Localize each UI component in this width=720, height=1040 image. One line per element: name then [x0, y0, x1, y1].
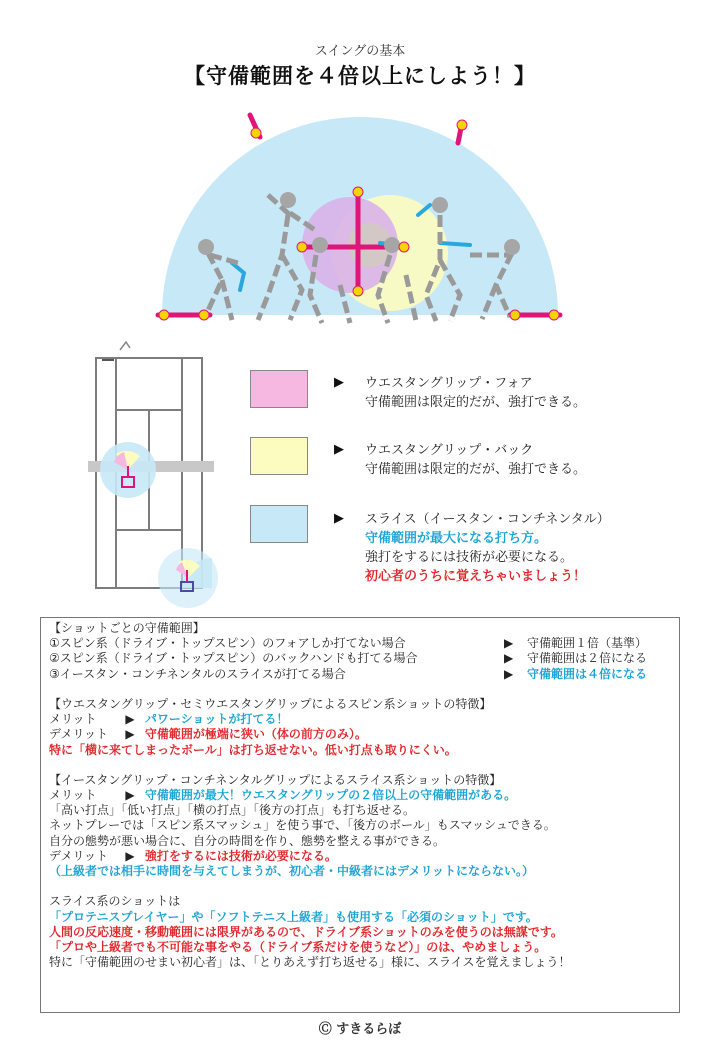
- slice-title: スライス（イースタン・コンチネンタル）: [365, 512, 610, 527]
- demerit-label: デメリット: [49, 848, 109, 863]
- slice-swatch: [250, 505, 308, 543]
- range-row-left: ②スピン系（ドライブ・トップスピン）のバックハンドも打てる場合: [49, 651, 418, 666]
- slice-line1: 守備範囲が最大になる打ち方。: [365, 531, 548, 546]
- copyright: Ⓒ すきるらぼ: [318, 1022, 402, 1037]
- demerit-mark: ▶: [125, 727, 135, 742]
- sec3-merit-row: [49, 788, 671, 803]
- range-row: [49, 651, 671, 666]
- range-row: [49, 636, 671, 651]
- range-row-right: 守備範囲は４倍になる: [527, 666, 648, 681]
- range-row-mark: ▶: [504, 666, 514, 681]
- sec4-heading: スライス系のショットは: [49, 894, 181, 909]
- forehand-desc: 守備範囲は限定的だが、強打できる。: [365, 395, 587, 410]
- range-row-mark: ▶: [504, 651, 514, 666]
- forehand-legend: [365, 374, 586, 412]
- sec2-note: 特に「横に来てしまったボール」は打ち返せない。低い打点も取りにくい。: [49, 742, 457, 757]
- page-title: 【守備範囲を４倍以上にしよう！】: [184, 64, 536, 88]
- court-diagram: [80, 330, 240, 615]
- range-row-left: ③イースタン・コンチネンタルのスライスが打てる場合: [49, 666, 346, 681]
- slice-legend: [365, 510, 610, 586]
- forehand-swatch: [250, 370, 308, 408]
- sec2-merit: パワーショットが打てる！: [144, 712, 289, 727]
- sec2-demerit: 守備範囲が極端に狭い（体の前方のみ）。: [144, 727, 367, 742]
- sec3-line2: 「高い打点」「低い打点」「横の打点」「後方の打点」も打ち返せる。: [49, 803, 416, 818]
- merit-mark: ▶: [125, 712, 135, 727]
- sec3-line4: 自分の態勢が悪い場合に、自分の時間を作り、態勢を整える事ができる。: [49, 833, 446, 848]
- backhand-title: ウエスタングリップ・バック: [365, 443, 534, 458]
- sec1-heading: 【ショットごとの守備範囲】: [49, 621, 205, 635]
- sec4-line1: 「プロテニスプレイヤー」や「ソフトテニス上級者」も使用する「必須のショット」です。: [49, 909, 538, 924]
- slice-line2: 強打をするには技術が必要になる。: [365, 550, 574, 565]
- sec3-line3: ネットプレーでは「スピン系スマッシュ」を使う事で、「後方のボール」もスマッシュできる。: [49, 818, 556, 833]
- backhand-swatch: [250, 437, 308, 475]
- demerit-mark: ▶: [125, 848, 135, 863]
- defense-range-diagram: [140, 95, 580, 330]
- range-row-right: 守備範囲は２倍になる: [527, 651, 648, 666]
- legend-arrow: ▶: [334, 375, 344, 390]
- sec3-heading: 【イースタングリップ・コンチネンタルグリップによるスライス系ショットの特徴】: [49, 772, 502, 787]
- slice-line3: 初心者のうちに覚えちゃいましょう！: [365, 569, 587, 584]
- legend-arrow: ▶: [334, 442, 344, 457]
- sec3-demerit-row: [49, 849, 671, 864]
- range-row: [49, 667, 671, 682]
- sec2-merit-row: [49, 712, 671, 727]
- sec4-line2: 人間の反応速度・移動範囲には限界があるので、ドライブ系ショットのみを使うのは無謀です。: [49, 924, 563, 939]
- range-row-mark: ▶: [504, 636, 514, 651]
- sec2-heading: 【ウエスタングリップ・セミウエスタングリップによるスピン系ショットの特徴】: [49, 696, 492, 711]
- sec3-demerit: 強打をするには技術が必要になる。: [144, 848, 337, 863]
- merit-label: メリット: [49, 712, 97, 727]
- backhand-desc: 守備範囲は限定的だが、強打できる。: [365, 462, 587, 477]
- sec3-note: （上級者では相手に時間を与えてしまうが、初心者・中級者にはデメリットにならない。）: [49, 864, 535, 878]
- notes-box: [40, 617, 680, 1013]
- page-subtitle: スイングの基本: [314, 44, 406, 59]
- sec4-line4: 特に「守備範囲のせまい初心者」は、「とりあえず打ち返せる」様に、スライスを覚えましょう！: [49, 955, 571, 970]
- sec2-demerit-row: [49, 727, 671, 742]
- range-row-right: 守備範囲１倍（基準）: [527, 636, 648, 651]
- backhand-legend: [365, 441, 586, 479]
- forehand-title: ウエスタングリップ・フォア: [365, 376, 533, 391]
- merit-label: メリット: [49, 788, 97, 803]
- range-row-left: ①スピン系（ドライブ・トップスピン）のフォアしか打てない場合: [49, 636, 406, 651]
- demerit-label: デメリット: [49, 727, 109, 742]
- merit-mark: ▶: [125, 788, 135, 803]
- legend-arrow: ▶: [334, 511, 344, 526]
- sec4-line3: 「プロや上級者でも不可能な事をやる（ドライブ系だけを使うなど）」のは、やめましょう。: [49, 939, 547, 954]
- sec3-merit: 守備範囲が最大！ウエスタングリップの２倍以上の守備範囲がある。: [144, 788, 517, 803]
